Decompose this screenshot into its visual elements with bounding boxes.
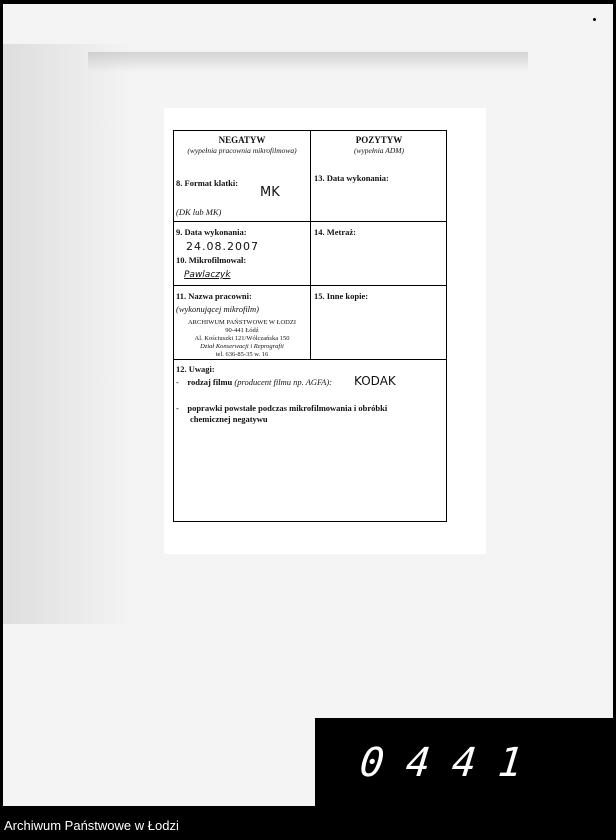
- stamp-line: Al. Kościuszki 121/Wólczańska 150: [194, 335, 290, 342]
- metraz-label: 14. Metraż:: [314, 227, 357, 237]
- uwagi-label: 12. Uwagi:: [176, 364, 215, 374]
- poprawki-line: [176, 403, 387, 413]
- film-shadow-left: [3, 44, 133, 624]
- bullet: -: [176, 403, 179, 413]
- rodzaj-filmu-hint: (producent filmu np. AGFA):: [234, 377, 332, 387]
- bullet: -: [176, 377, 179, 387]
- poprawki-text-2: chemicznej negatywu: [190, 414, 268, 424]
- nazwa-pracowni-label: 11. Nazwa pracowni:: [176, 291, 252, 301]
- speck: [593, 18, 596, 21]
- footer-archive-name: Archiwum Państwowe w Łodzi: [4, 818, 179, 833]
- inne-kopie-label: 15. Inne kopie:: [314, 291, 369, 301]
- frame-number: 0441: [357, 740, 547, 786]
- rodzaj-filmu-line: [176, 377, 332, 387]
- poprawki-text-1: poprawki powstałe podczas mikrofilmowania i obróbki: [187, 403, 388, 413]
- negatyw-subtitle: (wypełnia pracownia mikrofilmowa): [187, 146, 297, 155]
- rodzaj-filmu-value: KODAK: [354, 374, 396, 388]
- mikrofilmowal-signature: Pawlaczyk: [184, 270, 231, 280]
- mikrofilmowal-label: 10. Mikrofilmował:: [176, 255, 247, 265]
- format-hint: (DK lub MK): [176, 207, 222, 217]
- microfilm-form: [173, 130, 447, 522]
- negatyw-title: NEGATYW: [218, 135, 266, 145]
- pozytyw-title: POZYTYW: [355, 135, 403, 145]
- stamp-line: tel. 636-85-35 w. 16: [215, 351, 269, 358]
- pozytyw-subtitle: (wypełnia ADM): [353, 146, 405, 155]
- rodzaj-filmu-label: rodzaj filmu: [187, 377, 233, 387]
- data-wykonania-13-label: 13. Data wykonania:: [314, 173, 389, 183]
- stamp-line: 90-441 Łódź: [225, 327, 259, 334]
- format-value: MK: [260, 185, 280, 200]
- row-divider: [174, 221, 446, 222]
- data-wykonania-value: 24.08.2007: [186, 240, 259, 253]
- stamp-line: Dział Konserwacji i Reprografii: [200, 343, 284, 350]
- nazwa-pracowni-hint: (wykonującej mikrofilm): [176, 304, 260, 314]
- stamp-line: ARCHIWUM PAŃSTWOWE W ŁODZI: [187, 319, 297, 326]
- data-wykonania-9-label: 9. Data wykonania:: [176, 227, 247, 237]
- format-label: 8. Format klatki:: [176, 178, 239, 188]
- row-divider: [174, 359, 446, 360]
- film-shadow-top: [88, 52, 528, 72]
- institution-stamp: [174, 319, 310, 359]
- column-divider: [310, 131, 311, 359]
- row-divider: [174, 285, 446, 286]
